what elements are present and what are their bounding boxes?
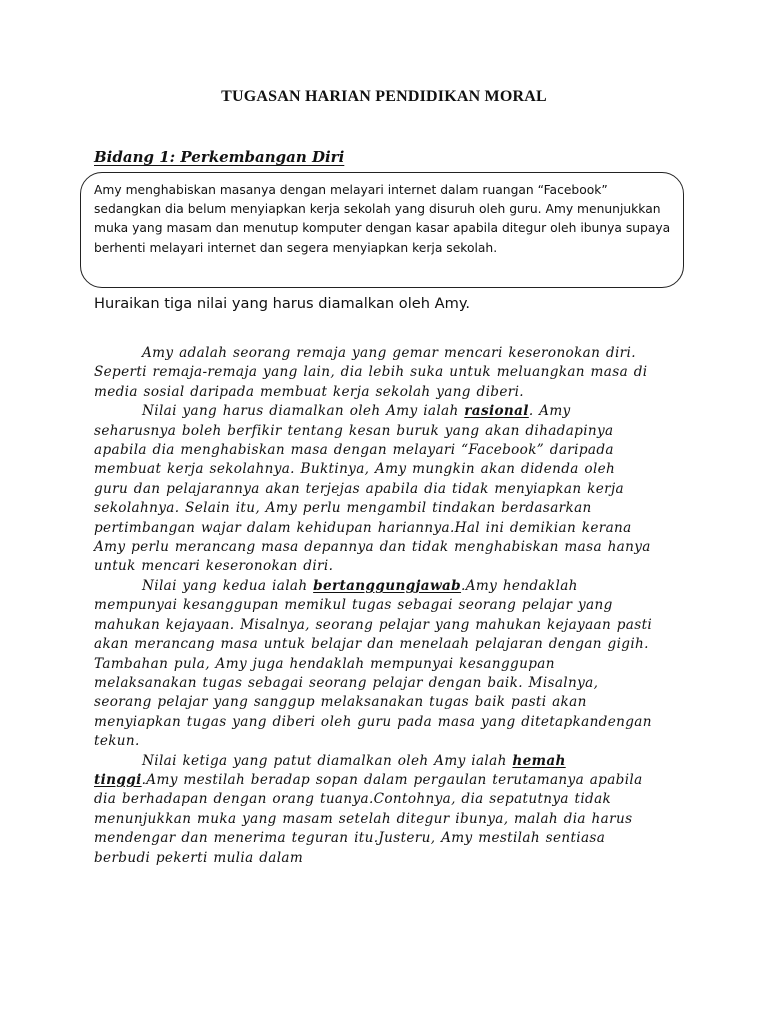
paragraph-1-lead: Nilai yang harus diamalkan oleh Amy ialah [142, 403, 465, 420]
essay-paragraph-1 [94, 402, 654, 577]
paragraph-2-lead: Nilai yang kedua ialah [142, 577, 314, 594]
essay-paragraph-2 [94, 577, 654, 752]
essay-intro-paragraph: Amy adalah seorang remaja yang gemar mencari keseronokan diri. Seperti remaja-remaja yang lain, dia lebih suka untuk meluangkan masa di media sosial daripada membuat kerja sekolah yang diberi. [94, 345, 648, 400]
scenario-box [80, 172, 684, 288]
page-title: TUGASAN HARIAN PENDIDIKAN MORAL [221, 88, 547, 105]
paragraph-3-body: .Amy mestilah beradap sopan dalam pergaulan terutamanya apabila dia berhadapan dengan orang tuanya.Contohnya, dia sepatutnya tidak menunjukkan muka yang masam setelah ditegur ibunya, malah dia harus mendengar dan menerima teguran itu.Justeru, Amy mestilah sentiasa berbudi pekerti mulia dalam [94, 771, 643, 866]
value-keyword-bertanggungjawab: bertanggungjawab [313, 577, 462, 594]
value-keyword-rasional: rasional [464, 403, 529, 420]
paragraph-3-lead: Nilai ketiga yang patut diamalkan oleh Amy ialah [142, 752, 513, 769]
section-heading: Bidang 1: Perkembangan Diri [94, 148, 345, 166]
scenario-text: Amy menghabiskan masanya dengan melayari internet dalam ruangan “Facebook” sedangkan dia belum menyiapkan kerja sekolah yang disuruh oleh guru. Amy menunjukkan muka yang masam dan menutup komputer dengan kasar apabila ditegur oleh ibunya supaya berhenti melayari internet dan segera menyiapkan kerja sekolah. [94, 183, 671, 255]
value-keyword-hemah-tinggi: hemah tinggi [94, 752, 566, 788]
essay-body [94, 344, 654, 868]
question-text: Huraikan tiga nilai yang harus diamalkan oleh Amy. [94, 295, 471, 312]
paragraph-1-body: . Amy seharusnya boleh berfikir tentang kesan buruk yang akan dihadapinya apabila dia menghabiskan masa dengan melayari “Facebook” daripada membuat kerja sekolahnya. Buktinya, Amy mungkin akan didenda oleh guru dan pelajarannya akan terjejas apabila dia tidak menyiapkan kerja sekolahnya. Selain itu, Amy perlu mengambil tindakan berdasarkan pertimbangan wajar dalam kehidupan hariannya.Hal ini demikian kerana Amy perlu merancang masa depannya dan tidak menghabiskan masa hanya untuk mencari keseronokan diri. [94, 403, 651, 575]
essay-paragraph-3 [94, 752, 654, 868]
paragraph-2-body: .Amy hendaklah mempunyai kesanggupan memikul tugas sebagai seorang pelajar yang mahukan kejayaan. Misalnya, seorang pelajar yang mahukan kejayaan pasti akan merancang masa untuk belajar dan menelaah pelajaran dengan gigih. Tambahan pula, Amy juga hendaklah mempunyai kesanggupan melaksanakan tugas sebagai seorang pelajar dengan baik. Misalnya, seorang pelajar yang sanggup melaksanakan tugas baik pasti akan menyiapkan tugas yang diberi oleh guru pada masa yang ditetapkandengan tekun. [94, 577, 653, 750]
